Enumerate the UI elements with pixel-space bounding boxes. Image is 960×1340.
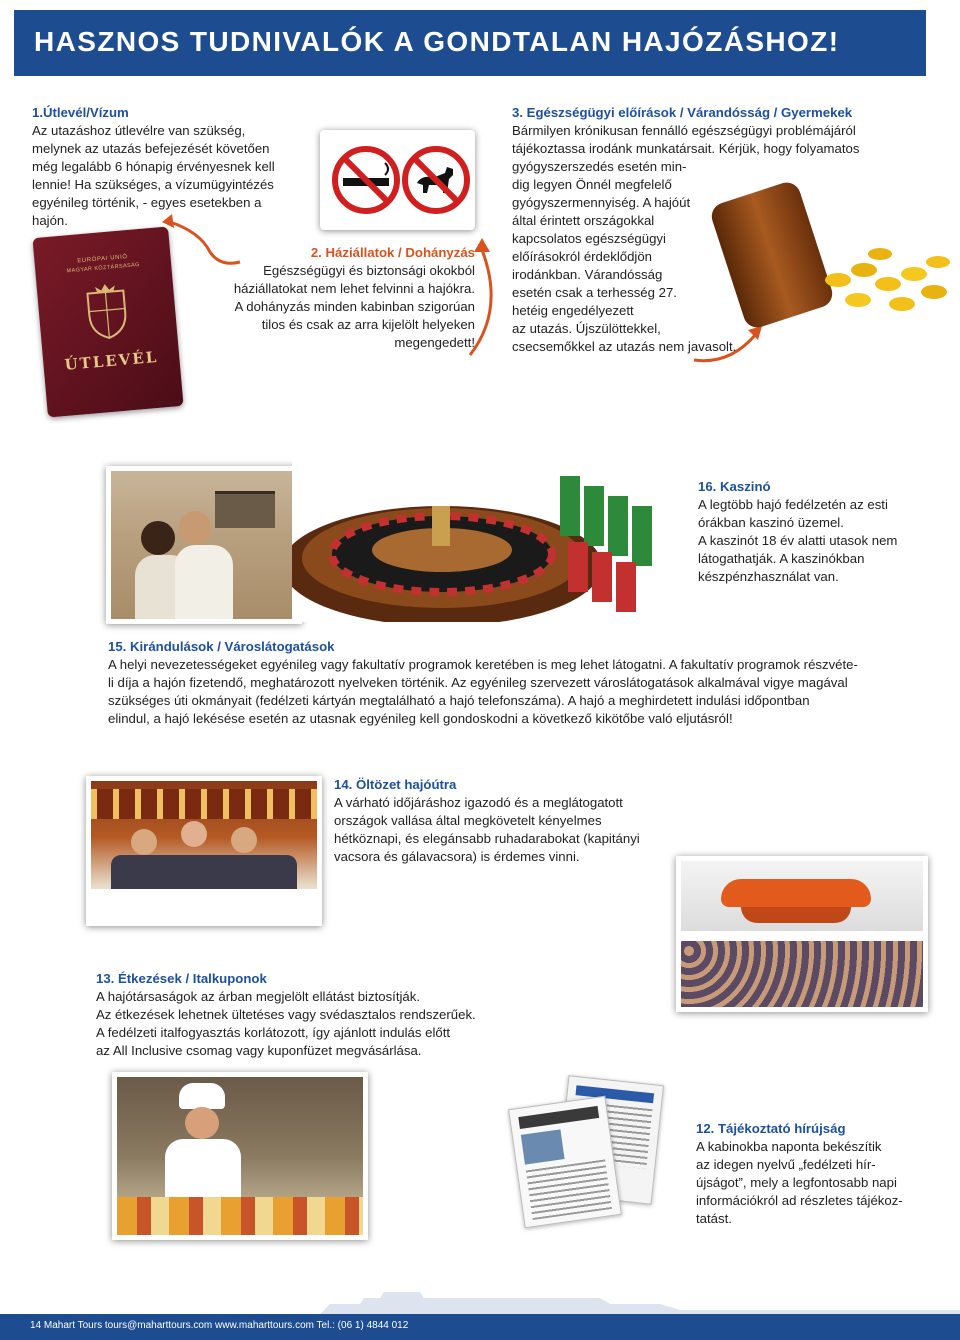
newspaper-shape — [508, 1096, 622, 1228]
text-line: Az étkezések lehetnek ültetéses vagy svédasztalos rendszerűek. — [96, 1007, 476, 1022]
passport-line: EURÓPAI UNIÓ — [77, 254, 128, 265]
text-line: által érintett országokkal — [512, 213, 655, 228]
text-line: A kaszinót 18 év alatti utasok nem — [698, 533, 898, 548]
text-line: tatást. — [696, 1211, 732, 1226]
text-line: az idegen nyelvű „fedélzeti hír- — [696, 1157, 876, 1172]
person-body-shape — [175, 545, 233, 619]
text-line: még legalább 6 hónapig érvényesnek kell — [32, 159, 275, 174]
page-title: HASZNOS TUDNIVALÓK A GONDTALAN HAJÓZÁSHOZ! — [34, 26, 840, 57]
text-line: A kabinokba naponta bekészítik — [696, 1139, 882, 1154]
text-line: órákban kaszinó üzemel. — [698, 515, 844, 530]
person-head-shape — [185, 1107, 219, 1139]
text-line: tájékoztassa irodánk munkatársait. Kérjük, hogy folyamatos — [512, 141, 860, 156]
footer-text: 14 Mahart Tours tours@maharttours.com www.maharttours.com Tel.: (06 1) 4844 012 — [30, 1320, 409, 1331]
text-line: előírásokról érdeklődjön — [512, 249, 653, 264]
text-line: egyénileg történik, - egyes esetekben a — [32, 195, 262, 210]
person-head-shape — [231, 827, 257, 853]
coat-of-arms-icon — [81, 282, 134, 342]
text-line: háziállatokat nem lehet felvinni a hajókra. — [233, 281, 475, 296]
text-line: vacsora és gálavacsora) is érdemes vinni. — [334, 849, 580, 864]
text-line: A helyi nevezetességeket egyénileg vagy fakultatív programok keretében is meg lehet látogatni. A fakultatív programok részvéte- — [108, 657, 858, 672]
section-heading: 2. Háziállatok / Dohányzás — [310, 245, 475, 260]
text-line: csecsemőkkel az utazás nem javasolt. — [512, 339, 737, 354]
person-head-shape — [131, 829, 157, 855]
section-health — [512, 104, 942, 356]
section-clothing — [334, 776, 664, 866]
lifeboat-group-photo — [676, 856, 928, 1012]
text-line: esetén csak a terhesség 27. — [512, 285, 677, 300]
text-line: szükséges úti okmányait (fedélzeti kártyán megtalálható a hajó telefonszáma). A hajó a meghirdetett indulási időpontban — [108, 693, 810, 708]
no-smoking-icon — [331, 145, 401, 215]
person-head-shape — [181, 821, 207, 847]
roulette-image — [292, 446, 672, 622]
passport-word: ÚTLEVÉL — [63, 347, 159, 374]
text-line: hetéig engedélyezett — [512, 303, 634, 318]
passport-line: MAGYAR KÖZTÁRSASÁG — [66, 262, 141, 275]
section-newspaper — [696, 1120, 936, 1228]
text-line: megengedett! — [394, 335, 475, 350]
text-line: gyógyszerszedés esetén min- — [512, 159, 687, 174]
text-line: hétköznapi, és elegánsabb ruhadarabokat (kapitányi — [334, 831, 640, 846]
text-line: Az utazáshoz útlevélre van szükség, — [32, 123, 246, 138]
lifeboat-shape — [721, 879, 871, 907]
text-line: lennie! Ha szükséges, a vízumügyintézés — [32, 177, 274, 192]
text-line: melynek az utazás befejezését követően — [32, 141, 270, 156]
section-casino — [698, 478, 938, 586]
section-heading: 15. Kirándulások / Városlátogatások — [108, 639, 335, 654]
section-heading: 16. Kaszinó — [698, 479, 771, 494]
table-shape — [91, 889, 317, 921]
section-heading: 12. Tájékoztató hírújság — [696, 1121, 846, 1136]
section-heading: 14. Öltözet hajóútra — [334, 777, 457, 792]
page-footer — [0, 1314, 960, 1340]
lifeboat-shape — [741, 907, 851, 923]
section-pets-smoking — [220, 244, 475, 352]
food-shape — [117, 1197, 363, 1235]
section-excursions — [108, 638, 928, 728]
ship-silhouette-icon — [0, 1290, 960, 1316]
text-line: irodánkban. Várandósság — [512, 267, 663, 282]
text-line: kapcsolatos egészségügyi — [512, 231, 666, 246]
section-heading: 1.Útlevél/Vízum — [32, 105, 129, 120]
page-header — [14, 10, 926, 76]
text-line: A várható időjáráshoz igazodó és a meglátogatott — [334, 795, 623, 810]
no-dogs-icon — [401, 145, 471, 215]
text-line: A fedélzeti italfogyasztás korlátozott, így ajánlott indulás előtt — [96, 1025, 451, 1040]
text-line: A hajótársaságok az árban megjelölt ellátást biztosítják. — [96, 989, 421, 1004]
text-line: A dohányzás minden kabinban szigorúan — [234, 299, 475, 314]
text-line: gyógyszermennyiség. A hajóút — [512, 195, 691, 210]
chef-photo — [112, 1072, 368, 1240]
person-head-shape — [179, 511, 211, 545]
section-heading: 3. Egészségügyi előírások / Várandósság / Gyermekek — [512, 105, 853, 120]
text-line: készpénzhasználat van. — [698, 569, 839, 584]
chef-hat-shape — [179, 1083, 225, 1109]
balcony-shape — [215, 491, 275, 528]
text-line: országok vallása által megkövetelt kényelmes — [334, 813, 602, 828]
text-line: látogathatják. A kaszinókban — [698, 551, 865, 566]
text-line: Egészségügyi és biztonsági okokból — [263, 263, 475, 278]
text-line: A legtöbb hajó fedélzetén az esti — [698, 497, 888, 512]
text-line: az All Inclusive csomag vagy kuponfüzet megvásárlása. — [96, 1043, 422, 1058]
roulette-wheel-icon — [292, 446, 672, 622]
crowd-shape — [681, 941, 923, 1007]
text-line: információkról ad részletes tájékoz- — [696, 1193, 903, 1208]
section-meals — [96, 970, 516, 1060]
newspapers-image — [510, 1080, 688, 1230]
family-dinner-photo — [86, 776, 322, 926]
text-line: újságot”, mely a legfontosabb napi — [696, 1175, 897, 1190]
text-line: tilos és csak az arra kijelölt helyeken — [261, 317, 475, 332]
tourists-photo — [106, 466, 302, 624]
section-heading: 13. Étkezések / Italkuponok — [96, 971, 267, 986]
text-line: az utazás. Újszülöttekkel, — [512, 321, 661, 336]
text-line: li díja a hajón fizetendő, meghatározott nyelveken történik. Az egyénileg szervezett városlátogatások alkalmával vigye magával — [108, 675, 848, 690]
decor-shape — [91, 789, 317, 819]
prohibition-signs-image — [320, 130, 475, 230]
text-line: hajón. — [32, 213, 68, 228]
text-line: elindul, a hajó lekésése esetén az utasnak egyénileg kell gondoskodni a következő kikötőbe való eljutásról! — [108, 711, 733, 726]
person-head-shape — [141, 521, 175, 555]
text-line: Bármilyen krónikusan fennálló egészségügyi problémájáról — [512, 123, 856, 138]
text-line: dig legyen Önnél megfelelő — [512, 177, 672, 192]
